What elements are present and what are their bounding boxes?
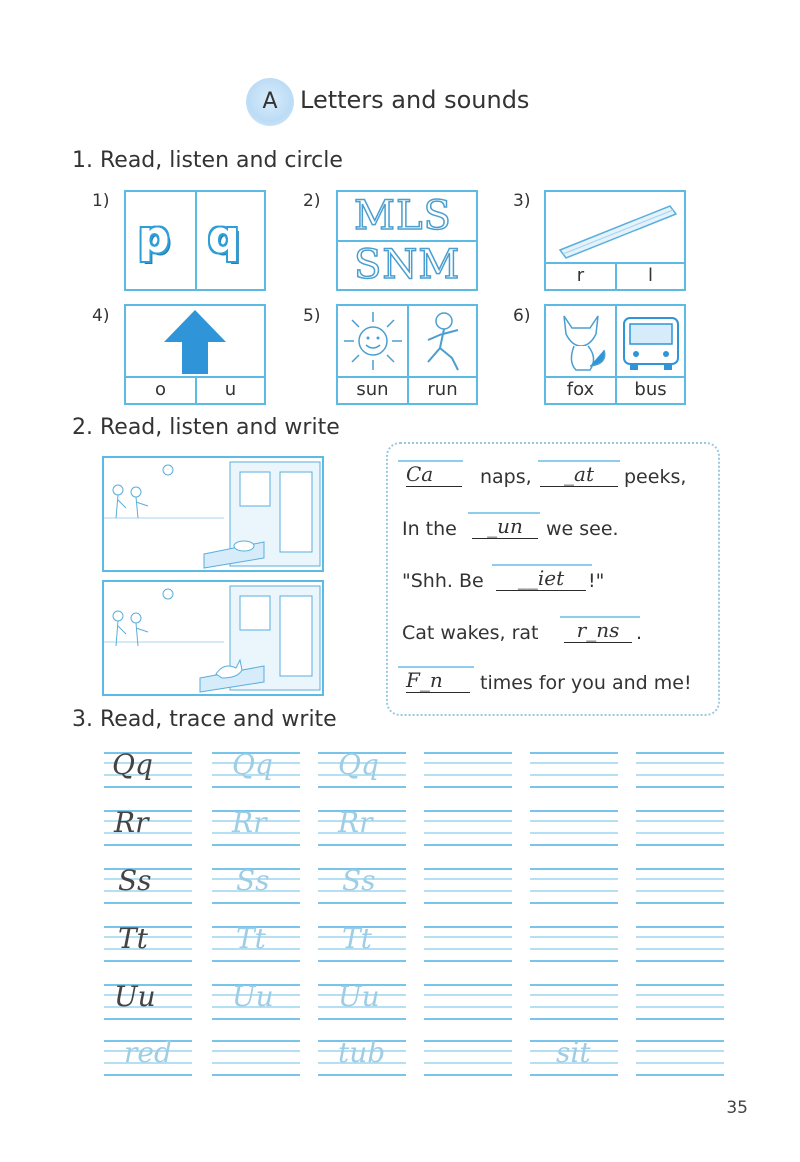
trace-letters: Qq — [232, 748, 273, 781]
writing-line — [424, 984, 512, 986]
writing-line — [636, 1018, 724, 1020]
item-number: 2) — [303, 191, 321, 211]
writing-line — [636, 936, 724, 938]
writing-line — [636, 1074, 724, 1076]
writing-line — [318, 1018, 406, 1020]
label-u: u — [224, 379, 237, 400]
writing-line — [318, 960, 406, 962]
label-fox: fox — [566, 379, 595, 400]
writing-line — [104, 1074, 192, 1076]
writing-line — [212, 786, 300, 788]
writing-line — [530, 786, 618, 788]
trace-letters: Tt — [236, 922, 266, 955]
poem-text: Cat wakes, rat — [402, 622, 539, 644]
writing-line — [636, 752, 724, 754]
writing-line — [424, 1040, 512, 1042]
writing-line — [424, 1062, 512, 1064]
answer-blank: __iet — [496, 566, 586, 591]
writing-line — [636, 1006, 724, 1008]
trace-letters: Ss — [342, 864, 376, 897]
label-r: r — [576, 265, 585, 286]
writing-line — [636, 984, 724, 986]
label-sun: sun — [356, 379, 389, 400]
page-number: 35 — [726, 1098, 748, 1118]
writing-line — [318, 844, 406, 846]
trace-word: sit — [556, 1036, 591, 1069]
trace-letters: Uu — [232, 980, 274, 1013]
writing-line — [636, 868, 724, 870]
poem-text: In the — [402, 518, 457, 540]
writing-line — [636, 890, 724, 892]
writing-line — [318, 786, 406, 788]
exercise-3-title: 3. Read, trace and write — [72, 707, 337, 732]
writing-line — [636, 762, 724, 764]
trace-word: red — [124, 1036, 172, 1069]
writing-line — [636, 832, 724, 834]
trace-letters: Ss — [236, 864, 270, 897]
writing-line — [212, 960, 300, 962]
trace-letters: Qq — [338, 748, 379, 781]
exercise-2-title: 2. Read, listen and write — [72, 415, 340, 440]
writing-line — [424, 844, 512, 846]
item-number: 4) — [92, 306, 110, 326]
writing-line — [424, 762, 512, 764]
model-letters: Qq — [112, 748, 153, 781]
writing-line — [212, 844, 300, 846]
trace-word: tub — [338, 1036, 386, 1069]
poem-text: naps, — [480, 466, 532, 488]
poem-text: times for you and me! — [480, 672, 692, 694]
writing-line — [636, 960, 724, 962]
writing-line — [424, 810, 512, 812]
writing-line — [424, 994, 512, 996]
exercise-1-title: 1. Read, listen and circle — [72, 148, 343, 173]
writing-line — [636, 774, 724, 776]
writing-line — [424, 1018, 512, 1020]
writing-line — [104, 1018, 192, 1020]
writing-line — [212, 1074, 300, 1076]
writing-line — [424, 960, 512, 962]
writing-line — [530, 810, 618, 812]
trace-letters: Tt — [342, 922, 372, 955]
poem-text: "Shh. Be — [402, 570, 484, 592]
writing-line — [104, 960, 192, 962]
writing-line — [424, 878, 512, 880]
writing-line — [530, 890, 618, 892]
writing-line — [424, 786, 512, 788]
writing-line — [424, 890, 512, 892]
writing-line — [530, 1006, 618, 1008]
writing-line — [636, 820, 724, 822]
letter-q: q — [208, 212, 240, 263]
writing-line — [636, 994, 724, 996]
writing-line — [636, 810, 724, 812]
writing-line — [424, 820, 512, 822]
writing-line — [424, 902, 512, 904]
answer-blank: Ca — [406, 462, 462, 487]
writing-line — [212, 1050, 300, 1052]
writing-line — [530, 774, 618, 776]
letters-row-2: SNM — [354, 242, 461, 288]
item-number: 6) — [513, 306, 531, 326]
writing-line — [530, 1074, 618, 1076]
letters-row-1: MLS — [354, 193, 452, 239]
writing-line — [530, 1018, 618, 1020]
poem-text: !" — [588, 570, 605, 592]
writing-line — [530, 878, 618, 880]
writing-line — [636, 948, 724, 950]
poem-text: we see. — [546, 518, 619, 540]
writing-line — [104, 786, 192, 788]
writing-line — [318, 1074, 406, 1076]
writing-line — [530, 868, 618, 870]
trace-letters: Rr — [232, 806, 267, 839]
model-letters: Ss — [118, 864, 152, 897]
writing-line — [636, 878, 724, 880]
writing-line — [318, 902, 406, 904]
writing-line — [530, 960, 618, 962]
writing-line — [212, 1062, 300, 1064]
writing-line — [104, 844, 192, 846]
writing-line — [636, 844, 724, 846]
writing-line — [530, 926, 618, 928]
poem-text: . — [636, 622, 643, 644]
item-number: 5) — [303, 306, 321, 326]
writing-line — [212, 902, 300, 904]
model-letters: Uu — [114, 980, 156, 1013]
writing-line — [530, 844, 618, 846]
item-number: 3) — [513, 191, 531, 211]
writing-line — [530, 902, 618, 904]
writing-line — [424, 1050, 512, 1052]
model-letters: Tt — [118, 922, 148, 955]
writing-line — [424, 1074, 512, 1076]
writing-line — [636, 1062, 724, 1064]
writing-line — [636, 902, 724, 904]
writing-line — [530, 762, 618, 764]
writing-line — [530, 948, 618, 950]
writing-line — [424, 774, 512, 776]
section-badge: A — [246, 78, 294, 126]
writing-line — [636, 1050, 724, 1052]
section-title: Letters and sounds — [300, 86, 530, 114]
writing-line — [424, 832, 512, 834]
label-o: o — [154, 379, 166, 400]
poem-text: peeks, — [624, 466, 687, 488]
item-number: 1) — [92, 191, 110, 211]
writing-line — [636, 926, 724, 928]
writing-line — [530, 820, 618, 822]
writing-line — [104, 902, 192, 904]
answer-blank: r_ns — [564, 618, 632, 643]
writing-line — [424, 868, 512, 870]
label-bus: bus — [634, 379, 667, 400]
answer-blank: F_n — [406, 668, 470, 693]
writing-line — [530, 984, 618, 986]
label-run: run — [427, 379, 458, 400]
writing-line — [424, 926, 512, 928]
writing-line — [212, 1040, 300, 1042]
writing-line — [424, 936, 512, 938]
answer-blank: _un — [472, 514, 538, 539]
writing-line — [424, 752, 512, 754]
writing-line — [424, 948, 512, 950]
answer-blank: _at — [540, 462, 618, 487]
letter-p: p — [138, 212, 170, 263]
trace-letters: Rr — [338, 806, 373, 839]
writing-line — [424, 1006, 512, 1008]
writing-line — [530, 832, 618, 834]
writing-line — [530, 752, 618, 754]
label-l: l — [647, 265, 653, 286]
writing-line — [636, 786, 724, 788]
writing-line — [530, 994, 618, 996]
writing-line — [212, 1018, 300, 1020]
writing-line — [530, 936, 618, 938]
model-letters: Rr — [114, 806, 149, 839]
writing-line — [636, 1040, 724, 1042]
trace-letters: Uu — [338, 980, 380, 1013]
